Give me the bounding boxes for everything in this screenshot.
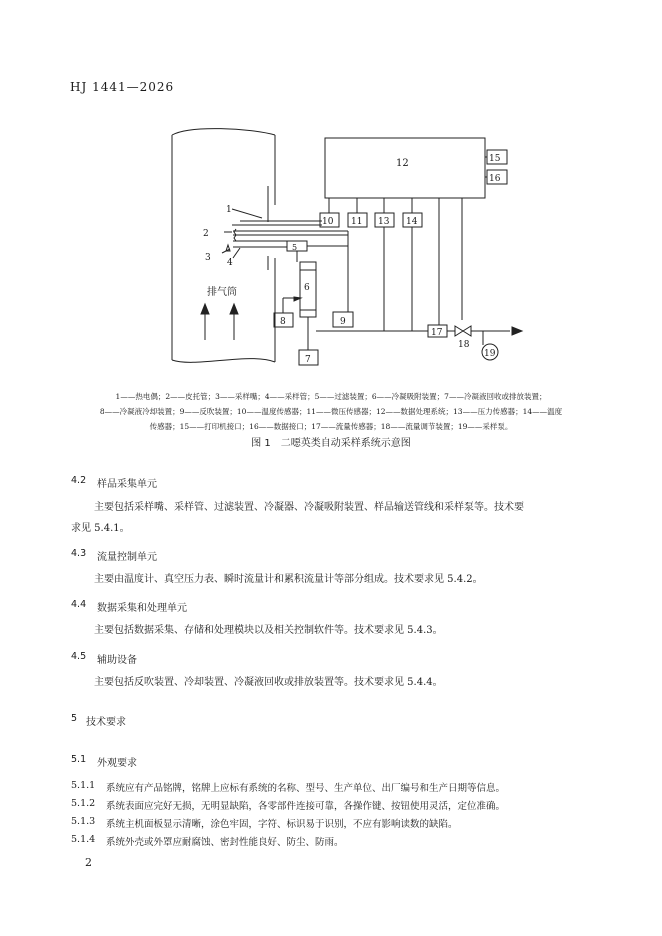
label-6: 6 (304, 283, 310, 293)
figure-caption: 图 1 二噁英类自动采样系统示意图 (251, 438, 411, 449)
label-13: 13 (378, 217, 390, 227)
document-code: HJ 1441—2026 (70, 80, 175, 94)
label-17: 17 (431, 328, 443, 338)
page-number: 2 (85, 856, 92, 869)
clause-number: 5.1.3 (71, 816, 96, 827)
label-7: 7 (305, 355, 311, 365)
legend-line-3: 传感器；15——打印机接口；16——数据接口；17——流量传感器；18——流量调节装置；19——采样泵。 (149, 422, 513, 431)
label-12: 12 (396, 158, 409, 169)
chapter-title: 技术要求 (86, 717, 126, 728)
chapter-number: 5 (71, 713, 78, 724)
label-5: 5 (292, 243, 298, 252)
label-15: 15 (489, 154, 501, 164)
stack-top-wavy-edge (172, 129, 275, 135)
section-title: 样品采集单元 (97, 479, 157, 490)
clause-number: 5.1.1 (71, 780, 96, 791)
clause-text: 系统外壳或外罩应耐腐蚀、密封性能良好、防尘、防雨。 (106, 837, 344, 848)
label-19: 19 (484, 349, 496, 359)
label-8: 8 (280, 317, 286, 327)
section-number: 4.4 (71, 599, 87, 610)
section-title: 流量控制单元 (97, 552, 157, 563)
section-body-line: 主要包括采样嘴、采样管、过滤装置、冷凝器、冷凝吸附装置、样品输送管线和采样泵等。技术要 (94, 502, 524, 513)
clause-number: 5.1.4 (71, 834, 96, 845)
label-11: 11 (351, 217, 363, 227)
section-title: 辅助设备 (97, 655, 137, 666)
clause-text: 系统应有产品铭牌，铭牌上应标有系统的名称、型号、生产单位、出厂编号和生产日期等信息。 (106, 783, 506, 794)
section-number: 4.3 (71, 548, 87, 559)
section-body-line: 主要由温度计、真空压力表、瞬时流量计和累积流量计等部分组成。技术要求见 5.4.2。 (94, 574, 483, 585)
label-16: 16 (489, 174, 501, 184)
box-18 (455, 326, 471, 336)
label-14: 14 (406, 217, 418, 227)
label-18: 18 (458, 340, 470, 350)
section-body-line: 主要包括数据采集、存储和处理模块以及相关控制软件等。技术要求见 5.4.3。 (94, 625, 443, 636)
section-title: 外观要求 (97, 758, 137, 769)
section-number: 4.2 (71, 475, 87, 486)
stack-bottom-wavy-edge (172, 359, 275, 363)
legend-line-1: 1——热电偶；2——皮托管；3——采样嘴；4——采样管；5——过滤装置；6——冷凝吸附装置；7——冷凝液回收或排放装置； (115, 392, 547, 401)
callout-2: 2 (203, 229, 209, 239)
sampling-system-diagram (0, 0, 662, 380)
section-number: 4.5 (71, 651, 87, 662)
section-number: 5.1 (71, 754, 87, 765)
clause-text: 系统表面应完好无损，无明显缺陷，各零部件连接可靠，各操作键、按钮使用灵活，定位准确。 (106, 801, 506, 812)
label-10: 10 (322, 217, 334, 227)
clause-number: 5.1.2 (71, 798, 96, 809)
callout-3: 3 (205, 253, 211, 263)
stack-label: 排气筒 (207, 287, 237, 298)
label-9: 9 (340, 317, 346, 327)
section-body-line: 求见 5.4.1。 (71, 523, 130, 534)
callout-4: 4 (227, 258, 233, 268)
section-title: 数据采集和处理单元 (97, 603, 187, 614)
clause-text: 系统主机面板显示清晰，涂色牢固，字符、标识易于识别，不应有影响读数的缺陷。 (106, 819, 458, 830)
section-body-line: 主要包括反吹装置、冷却装置、冷凝液回收或排放装置等。技术要求见 5.4.4。 (94, 677, 443, 688)
legend-line-2: 8——冷凝液冷却装置；9——反吹装置；10——温度传感器；11——微压传感器；12——数据处理系统；13——压力传感器；14——温度 (99, 407, 563, 416)
callout-1: 1 (226, 205, 232, 215)
